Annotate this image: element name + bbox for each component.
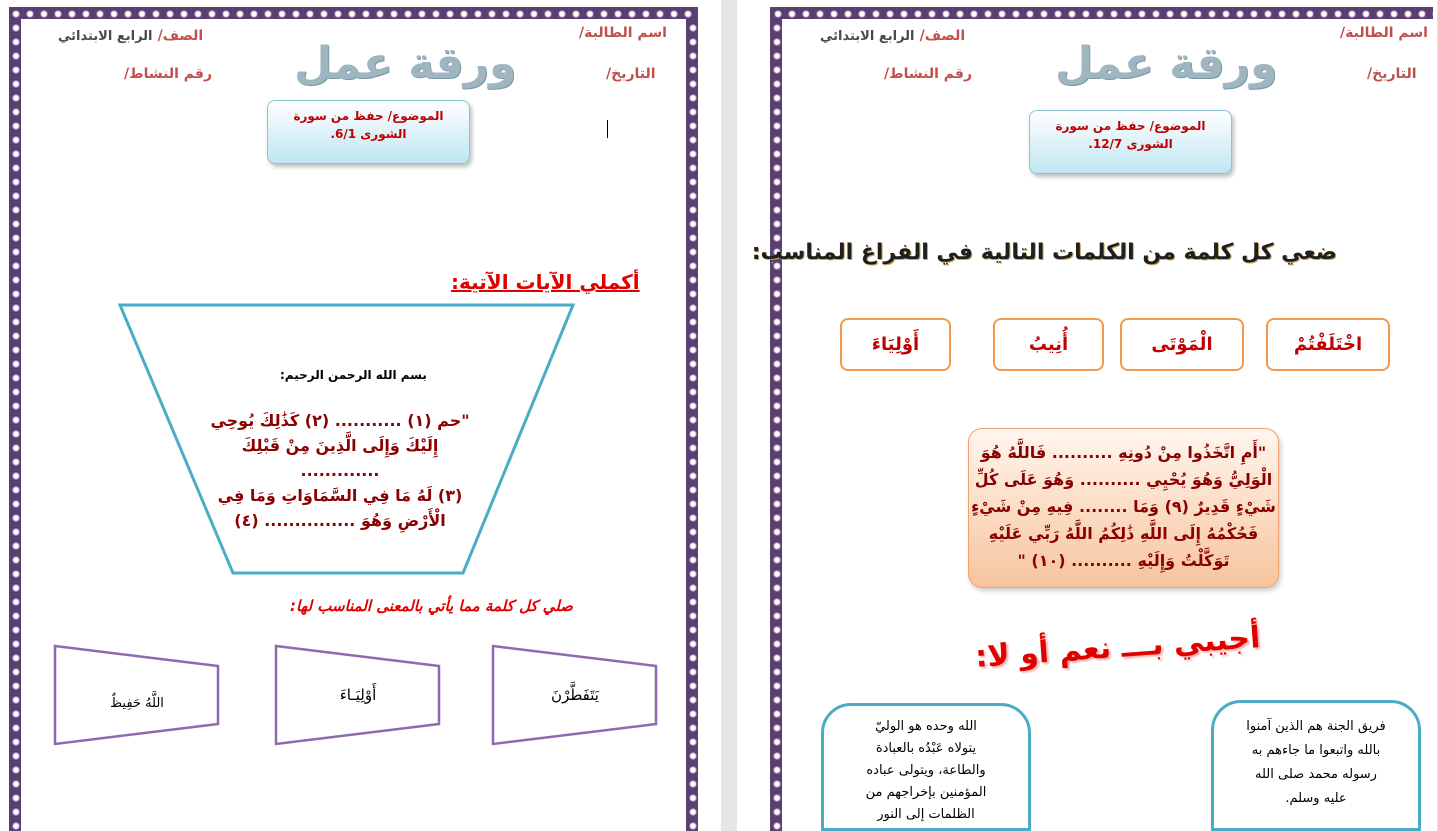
match-shape-3 [52, 644, 222, 746]
word-bank-item: الْمَوْتَى [1120, 318, 1244, 371]
statement-line: يتولاه عَبْدُه بالعبادة [875, 741, 977, 756]
word-bank-item: أَوْلِيَاءَ [840, 318, 951, 371]
class-value: الرابع الابتدائي [820, 29, 915, 44]
class-field [58, 25, 203, 44]
statement-line: عليه وسلم. [1285, 791, 1347, 806]
verse-line: شَيْءٍ قَدِيرٌ (٩) وَمَا ........ فِيهِ مِنْ شَيْءٍ [971, 497, 1276, 516]
topic-line-1: الموضوع/ حفظ من سورة [293, 109, 444, 123]
statement-line: رسوله محمد صلى الله [1255, 767, 1377, 782]
statement-line: الظلمات إلى النور [877, 807, 975, 822]
class-field [820, 25, 965, 44]
statement-line: المؤمنين بإخراجهم من [865, 785, 987, 800]
student-name-label: اسم الطالبة/ [1340, 25, 1428, 41]
worksheet-page-right [737, 0, 1437, 831]
verse-line: إِلَيْكَ وَإِلَى الَّذِينَ مِنْ قَبْلِكَ ............. [241, 436, 439, 480]
class-label: الصف/ [157, 28, 204, 44]
activity-number-label: رقم النشاط/ [884, 66, 973, 82]
page-title: ورقة عمل [1055, 38, 1278, 89]
verse-line: الْأَرْضِ وَهُوَ ............... (٤) [234, 511, 446, 530]
statement-line: والطاعة، ويتولى عباده [866, 763, 986, 778]
match-heading: صلي كل كلمة مما يأتي بالمعنى المناسب لها: [290, 597, 573, 615]
class-value: الرابع الابتدائي [58, 29, 153, 44]
activity-number-label: رقم النشاط/ [124, 66, 213, 82]
date-label: التاريخ/ [1367, 66, 1417, 82]
decorative-border-left [770, 7, 782, 831]
text-cursor [607, 120, 608, 138]
statement-line: الله وحده هو الوليّ [875, 719, 977, 734]
verse-line: "أَمِ اتَّخَذُوا مِنْ دُونِهِ .......... فَاللَّهُ هُوَ [980, 443, 1267, 462]
verse-box-right [968, 428, 1279, 588]
match-word-2: أَوْلِيَـاءَ [339, 686, 377, 704]
match-word-1: يَتَفَطَّرْنَ [551, 686, 599, 704]
match-word-3: اللَّهُ حَفِيظٌ [110, 696, 164, 711]
topic-line-2: الشورى 6/1. [330, 127, 407, 141]
verse-line: "حم (١) ........... (٢) كَذَٰلِكَ يُوحِي [210, 411, 470, 430]
decorative-border-top [9, 7, 698, 19]
verse-line: الْوَلِيُّ وَهُوَ يُحْيِي .......... وَهُوَ عَلَى كُلِّ [974, 470, 1273, 489]
match-shape-outline [55, 646, 218, 744]
basmala: بسم الله الرحمن الرحيم: [280, 368, 427, 382]
complete-verses-heading: أكملي الآيات الآتية: [451, 270, 640, 294]
class-label: الصف/ [919, 28, 966, 44]
decorative-border-left [9, 7, 21, 831]
verse-line: (٣) لَهُ مَا فِي السَّمَاوَاتِ وَمَا فِي [217, 486, 463, 505]
topic-line-2: الشورى 12/7. [1088, 137, 1173, 151]
topic-box [267, 100, 470, 164]
word-bank-item: أُنِيبُ [993, 318, 1104, 371]
statement-line: فريق الجنة هم الذين آمنوا [1246, 719, 1386, 734]
statement-line: بالله واتبعوا ما جاءهم به [1251, 743, 1381, 758]
yes-no-heading: أجيبي بـــ نعم أو لا: [974, 620, 1262, 675]
verse-text-left [205, 408, 475, 533]
page-title: ورقة عمل [294, 38, 517, 89]
student-name-label: اسم الطالبة/ [579, 25, 667, 41]
topic-box [1029, 110, 1232, 174]
statement-box-2 [821, 703, 1031, 831]
topic-line-1: الموضوع/ حفظ من سورة [1055, 119, 1206, 133]
statement-box-1 [1211, 700, 1421, 831]
decorative-border-right [686, 7, 698, 831]
decorative-border-top [771, 7, 1433, 19]
verse-line: فَحُكْمُهُ إِلَى اللَّهِ ذَٰلِكُمُ اللَّهُ رَبِّي عَلَيْهِ [988, 524, 1259, 543]
word-bank-item: اخْتَلَفْتُمْ [1266, 318, 1390, 371]
date-label: التاريخ/ [606, 66, 656, 82]
fill-blanks-heading: ضعي كل كلمة من الكلمات التالية في الفراغ المناسب: [751, 240, 1337, 265]
verse-line: تَوَكَّلْتُ وَإِلَيْهِ .......... (١٠) " [1017, 551, 1230, 570]
